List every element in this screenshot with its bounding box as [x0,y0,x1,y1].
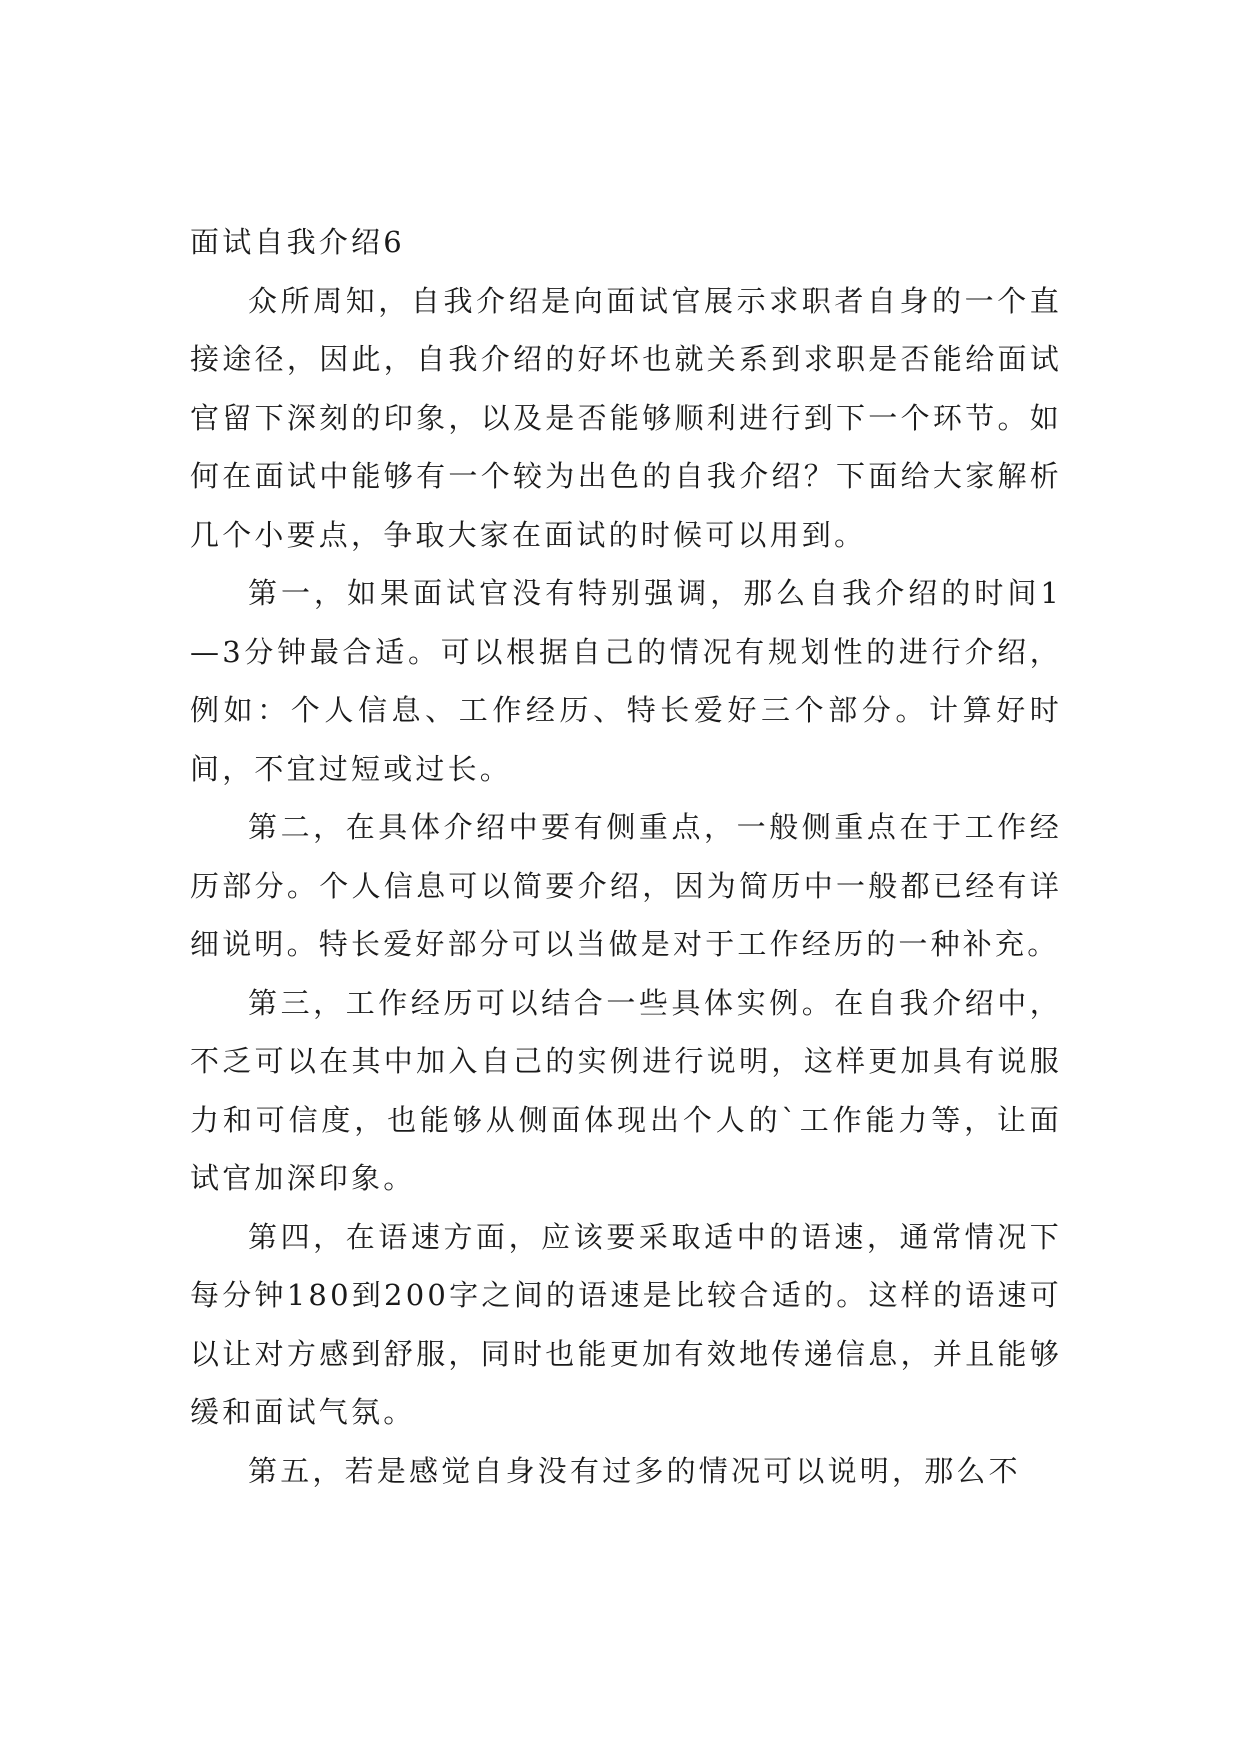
paragraph-point-three: 第三，工作经历可以结合一些具体实例。在自我介绍中，不乏可以在其中加入自己的实例进行说明，这样更加具有说服力和可信度，也能够从侧面体现出个人的`工作能力等，让面试官加深印象。 [190,985,1062,1195]
document-body [190,213,1062,1500]
paragraph-intro: 众所周知，自我介绍是向面试官展示求职者自身的一个直接途径，因此，自我介绍的好坏也就关系到求职是否能给面试官留下深刻的印象，以及是否能够顺利进行到下一个环节。如何在面试中能够有一个较为出色的自我介绍？下面给大家解析几个小要点，争取大家在面试的时候可以用到。 [190,283,1062,552]
document-title: 面试自我介绍6 [190,225,405,259]
paragraph-point-five: 第五，若是感觉自身没有过多的情况可以说明，那么不 [248,1453,1021,1488]
paragraph-point-one: 第一，如果面试官没有特别强调，那么自我介绍的时间1—3分钟最合适。可以根据自己的情况有规划性的进行介绍，例如：个人信息、工作经历、特长爱好三个部分。计算好时间，不宜过短或过长。 [190,576,1062,786]
paragraph-point-two: 第二，在具体介绍中要有侧重点，一般侧重点在于工作经历部分。个人信息可以简要介绍，因为简历中一般都已经有详细说明。特长爱好部分可以当做是对于工作经历的一种补充。 [190,810,1062,961]
paragraph-point-four: 第四，在语速方面，应该要采取适中的语速，通常情况下每分钟180到200字之间的语速是比较合适的。这样的语速可以让对方感到舒服，同时也能更加有效地传递信息，并且能够缓和面试气氛。 [190,1219,1062,1429]
